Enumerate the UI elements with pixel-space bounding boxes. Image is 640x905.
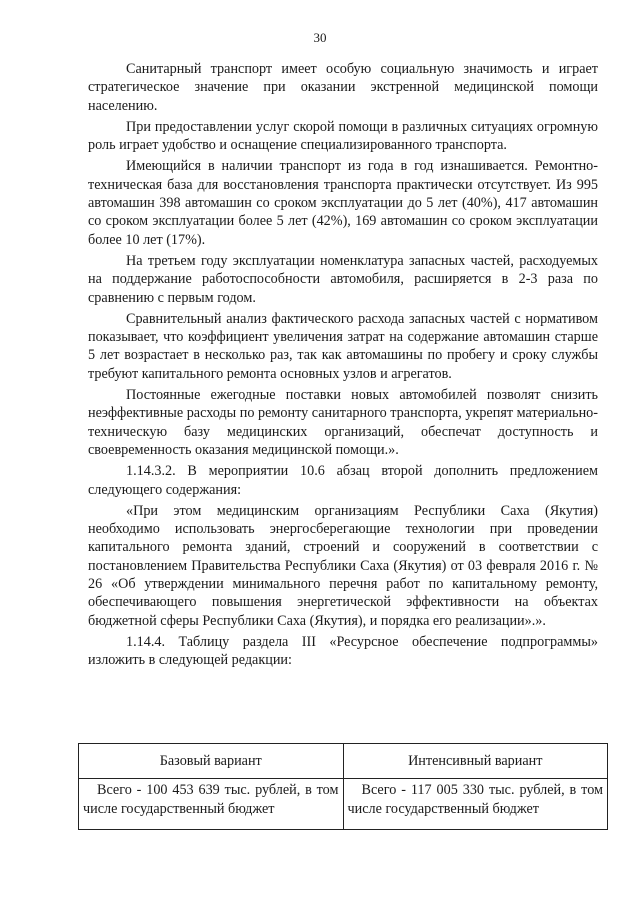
table-cell-base: Всего - 100 453 639 тыс. рублей, в том числе государственный бюджет [79,779,344,830]
table-header-base: Базовый вариант [79,744,344,779]
table-header-row [79,744,608,779]
paragraph-amendment-1-14-4: 1.14.4. Таблицу раздела III «Ресурсное обеспечение подпрограммы» изложить в следующей редакции: [88,633,598,669]
paragraph-new-vehicles: Постоянные ежегодные поставки новых автомобилей позволят снизить неэффективные расходы по ремонту санитарного транспорта, укрепят материально-техническую базу медицинских организаций, обеспечат доступность и своевременность оказания медицинской помощи.». [88,387,598,458]
paragraph-sanitary-transport: Санитарный транспорт имеет особую социальную значимость и играет стратегическое значение при оказании экстренной медицинской помощи населению. [88,61,598,114]
paragraph-ambulance-services: При предоставлении услуг скорой помощи в различных ситуациях огромную роль играет удобство и оснащение специализированного транспорта. [88,118,598,154]
resource-table [78,743,608,830]
table-cell-intensive: Всего - 117 005 330 тыс. рублей, в том числе государственный бюджет [343,779,608,830]
paragraph-energy-saving: «При этом медицинским организациям Республики Саха (Якутия) необходимо использовать энергосберегающие технологии при проведении капитального ремонта зданий, строений и сооружений в соответствии с постановлением Правительства Республики Саха (Якутия) от 03 февраля 2016 г. № 26 «Об утверждении минимального перечня работ по капитальному ремонту, обеспечивающего повышения энергетической эффективности на объектах бюджетной сферы Республики Саха (Якутия), и порядка его реализации».». [88,502,598,629]
paragraph-amendment-1-14-3-2: 1.14.3.2. В мероприятии 10.6 абзац второй дополнить предложением следующего содержания: [88,463,598,498]
page-number: 30 [313,30,327,45]
table-header-intensive: Интенсивный вариант [343,744,608,779]
table-row [79,779,608,830]
paragraph-cost-analysis: Сравнительный анализ фактического расхода запасных частей с нормативом показывает, что коэффициент увеличения затрат на содержание автомашин старше 5 лет возрастает в несколько раз, так как автомашины по пробегу и сроку службы требуют капитального ремонта основных узлов и агрегатов. [88,310,598,382]
document-body [88,60,598,673]
paragraph-fleet-wear: Имеющийся в наличии транспорт из года в год изнашивается. Ремонтно-техническая база для восстановления транспорта практически отсутствует. Из 995 автомашин 398 автомашин со сроком эксплуатации до 5 лет (40%), 417 автомашин со сроком эксплуатации более 5 лет (42%), 169 автомашин со сроком эксплуатации более 10 лет (17%). [88,158,598,248]
paragraph-spare-parts: На третьем году эксплуатации номенклатура запасных частей, расходуемых на поддержание работоспособности автомобиля, расширяется в 2-3 раза по сравнению с первым годом. [88,252,598,306]
